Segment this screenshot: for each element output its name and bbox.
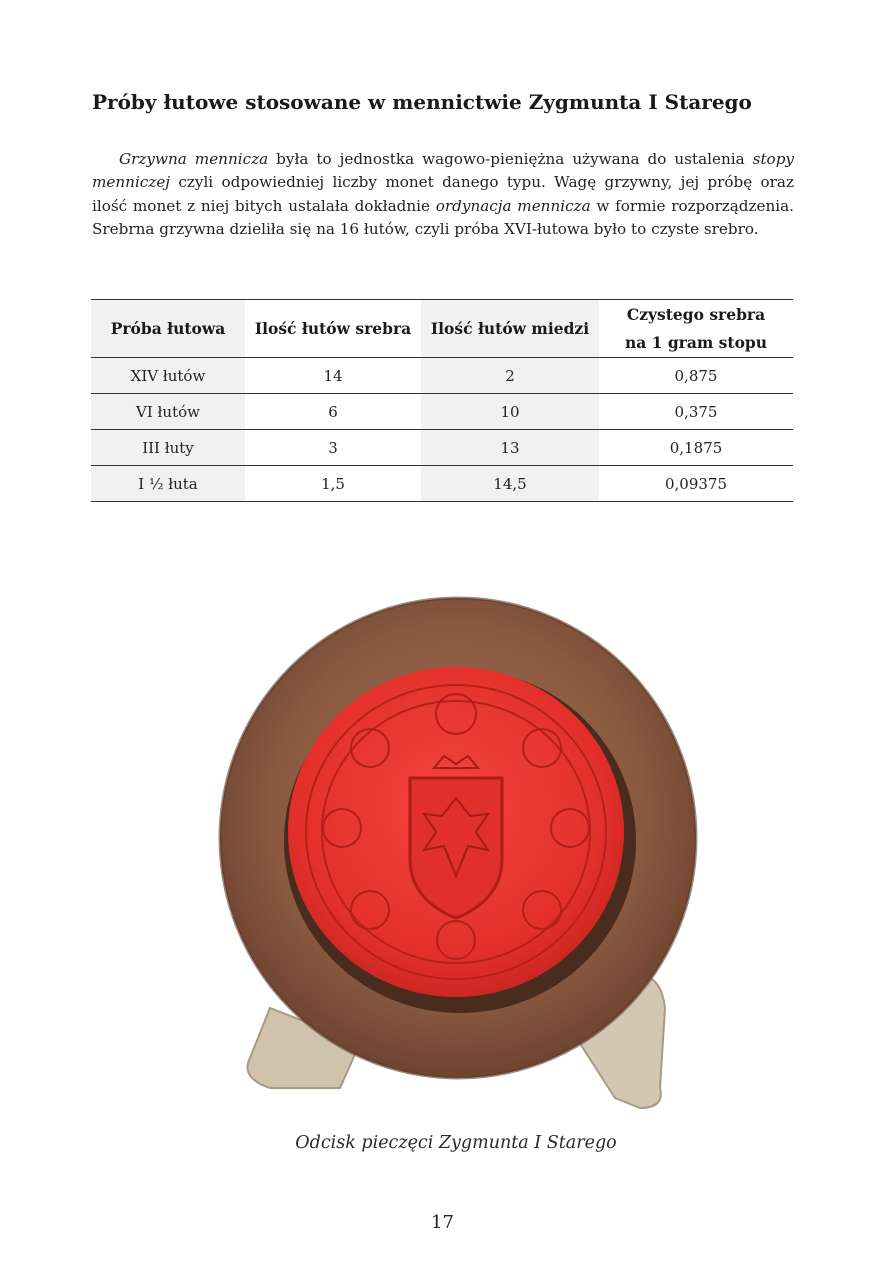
table-cell: 0,09375 bbox=[664, 474, 728, 493]
term-grzywna: Grzywna mennicza bbox=[119, 150, 269, 168]
page-number: 17 bbox=[431, 1212, 454, 1233]
text-span: była to jednostka wagowo-pieniężna używana do ustalenia bbox=[268, 150, 753, 168]
body-paragraph bbox=[92, 148, 794, 241]
table-cell: XIV łutów bbox=[91, 358, 245, 394]
table-cell: III łuty bbox=[91, 430, 245, 466]
table-cell: 6 bbox=[328, 402, 338, 421]
table-cell: 1,5 bbox=[321, 474, 345, 493]
table-row bbox=[91, 358, 793, 394]
table-cell: 14,5 bbox=[421, 466, 599, 502]
wax-seal-image bbox=[210, 588, 705, 1118]
table-header-row bbox=[91, 300, 793, 358]
table-row bbox=[91, 430, 793, 466]
table-cell: 0,875 bbox=[674, 366, 718, 385]
header-cell: Ilość łutów srebra bbox=[254, 318, 412, 338]
section-heading: Próby łutowe stosowane w mennictwie Zygmunta I Starego bbox=[92, 90, 752, 114]
header-cell bbox=[599, 300, 793, 358]
term-ordynacja: ordynacja mennicza bbox=[435, 196, 591, 215]
text-span: czyli odpowiedniej liczby monet danego typu. Wagę grzywny, jej próbę oraz ilość monet z niej bitych ustalała dokładnie bbox=[92, 173, 794, 215]
table-cell: VI łutów bbox=[91, 394, 245, 430]
header-cell: Ilość łutów miedzi bbox=[421, 300, 599, 358]
table-cell: 14 bbox=[323, 366, 343, 385]
header-line: Czystego srebra bbox=[626, 304, 766, 324]
table-cell: 3 bbox=[328, 438, 338, 457]
table-row bbox=[91, 466, 793, 502]
table-row bbox=[91, 394, 793, 430]
text-span: w formie rozporządzenia. Srebrna grzywna dzieliła się na 16 łutów, czyli próba XVI-łutowa było to czyste srebro. bbox=[92, 196, 795, 238]
figure-caption: Odcisk pieczęci Zygmunta I Starego bbox=[295, 1133, 617, 1153]
table-cell: 0,1875 bbox=[669, 438, 723, 457]
table-cell: 0,375 bbox=[674, 402, 718, 421]
table-cell: 2 bbox=[421, 358, 599, 394]
term-stopa: stopy menniczej bbox=[92, 150, 794, 192]
table-cell: 13 bbox=[421, 430, 599, 466]
header-line: na 1 gram stopu bbox=[624, 332, 768, 352]
table-cell: 10 bbox=[421, 394, 599, 430]
fineness-table bbox=[91, 299, 793, 502]
table-cell: I ½ łuta bbox=[91, 466, 245, 502]
header-cell: Próba łutowa bbox=[91, 300, 245, 358]
